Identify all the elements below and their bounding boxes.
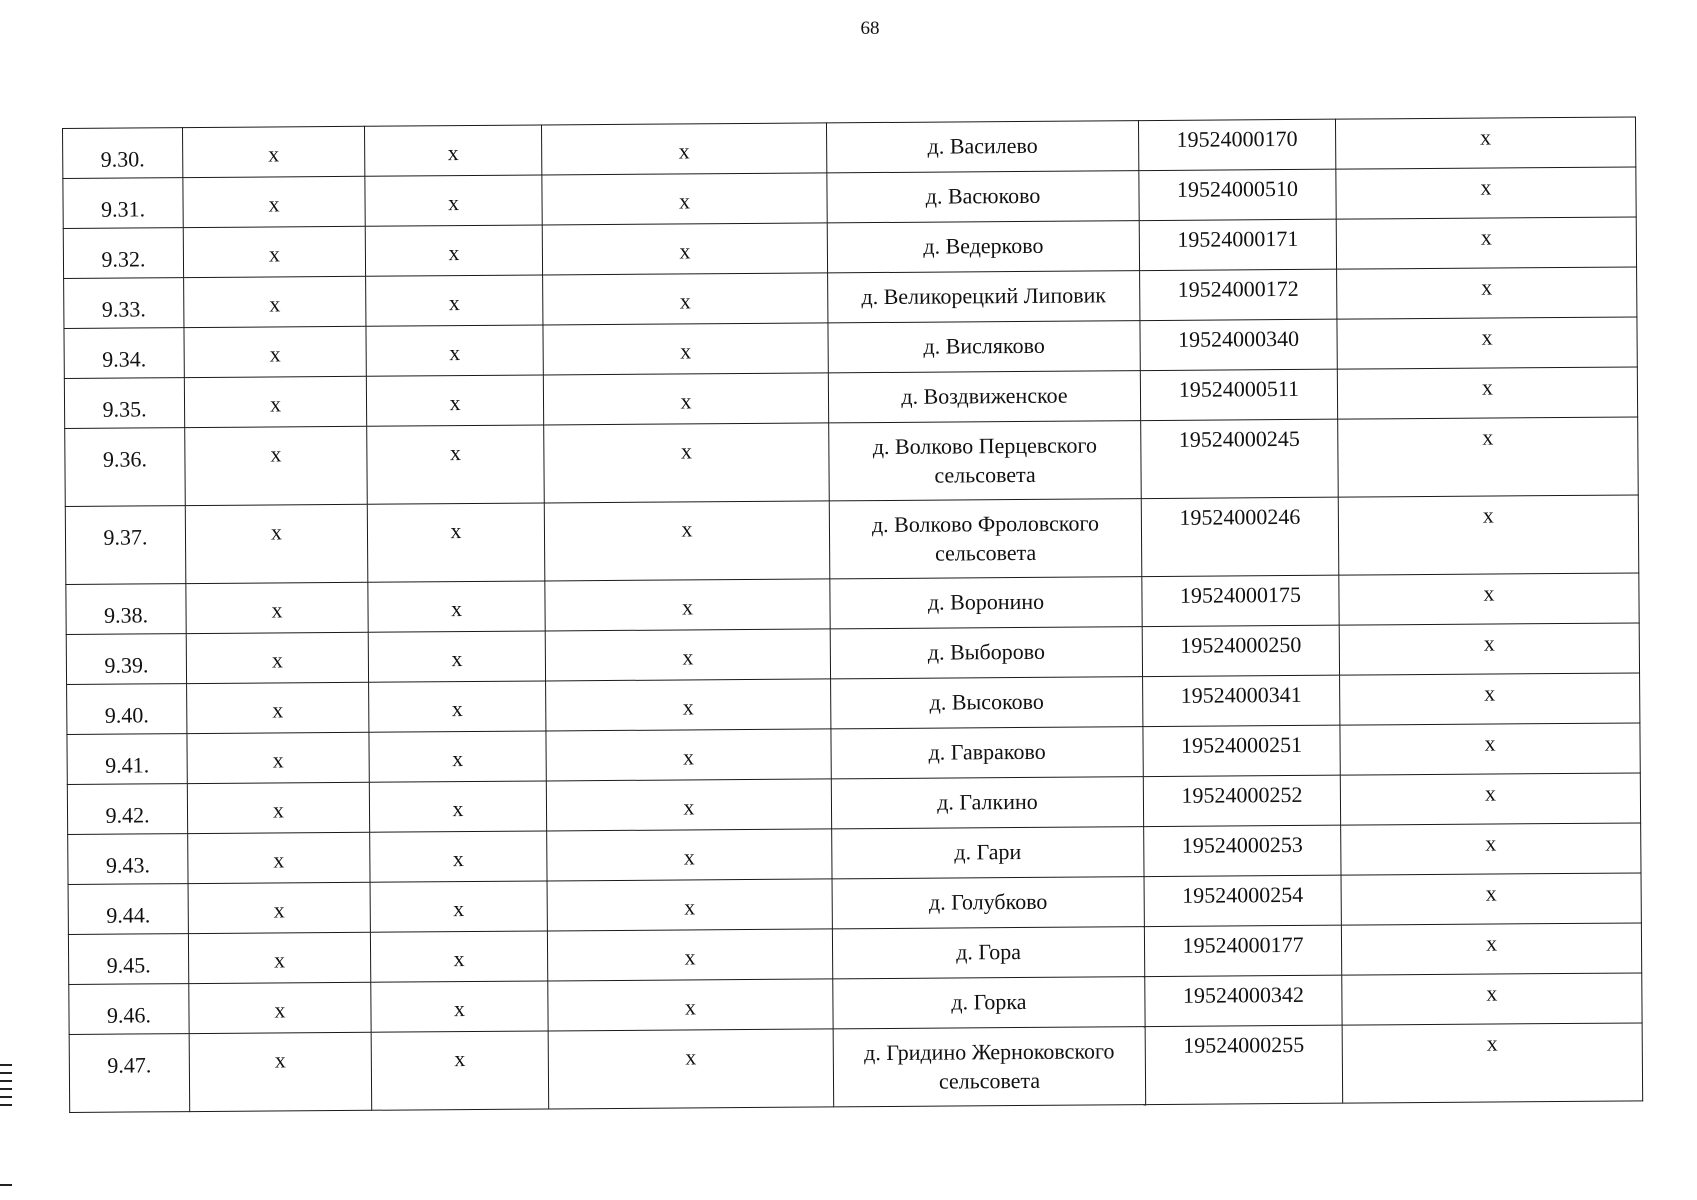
settlement-name: д. Голубково: [832, 877, 1144, 929]
row-number: 9.43.: [68, 834, 188, 885]
cell-x: x: [184, 326, 366, 377]
cell-x: x: [188, 832, 370, 883]
scan-margin-mark: [0, 1064, 12, 1066]
oktmo-code: 19524000340: [1140, 319, 1337, 370]
cell-x: x: [371, 1031, 549, 1110]
cell-x: x: [1338, 417, 1639, 497]
row-number: 9.36.: [65, 428, 186, 507]
cell-x: x: [1339, 623, 1639, 675]
oktmo-code: 19524000171: [1139, 219, 1336, 270]
oktmo-code: 19524000250: [1142, 625, 1339, 676]
cell-x: x: [548, 1029, 834, 1109]
cell-x: x: [1340, 723, 1640, 775]
cell-x: x: [186, 632, 368, 683]
cell-x: x: [1336, 217, 1636, 269]
settlement-name: д. Гари: [832, 827, 1144, 879]
oktmo-code: 19524000254: [1144, 875, 1341, 926]
cell-x: x: [1335, 117, 1635, 169]
cell-x: x: [364, 125, 541, 176]
oktmo-code: 19524000172: [1140, 269, 1337, 320]
table-row: [65, 417, 1639, 507]
table-container: [62, 116, 1643, 1113]
cell-x: x: [369, 681, 546, 732]
oktmo-code: 19524000510: [1139, 169, 1336, 220]
oktmo-code: 19524000511: [1140, 369, 1337, 420]
cell-x: x: [1338, 495, 1639, 575]
settlement-name: д. Великорецкий Липовик: [828, 271, 1140, 323]
cell-x: x: [1337, 367, 1637, 419]
oktmo-code: 19524000245: [1141, 419, 1339, 498]
row-number: 9.46.: [69, 984, 189, 1035]
cell-x: x: [1336, 167, 1636, 219]
settlement-name: д. Воронино: [830, 577, 1142, 629]
row-number: 9.32.: [63, 228, 183, 279]
row-number: 9.31.: [63, 178, 183, 229]
cell-x: x: [546, 729, 831, 781]
cell-x: x: [184, 376, 366, 427]
cell-x: x: [542, 223, 827, 275]
cell-x: x: [1341, 823, 1641, 875]
settlement-name: д. Выборово: [830, 627, 1142, 679]
cell-x: x: [370, 931, 547, 982]
cell-x: x: [369, 731, 546, 782]
cell-x: x: [369, 781, 546, 832]
cell-x: x: [1340, 673, 1640, 725]
settlements-table: [62, 116, 1643, 1113]
oktmo-code: 19524000253: [1144, 825, 1341, 876]
cell-x: x: [188, 932, 370, 983]
settlement-name: д. Ведерково: [827, 221, 1139, 273]
cell-x: x: [546, 779, 831, 831]
cell-x: x: [371, 981, 548, 1032]
oktmo-code: 19524000251: [1143, 725, 1340, 776]
cell-x: x: [368, 581, 545, 632]
scan-margin-mark: [0, 1096, 12, 1098]
settlement-name: д. Горка: [833, 977, 1145, 1029]
row-number: 9.38.: [66, 584, 186, 635]
cell-x: x: [183, 176, 365, 227]
cell-x: x: [365, 225, 542, 276]
cell-x: x: [547, 879, 832, 931]
cell-x: x: [186, 582, 368, 633]
table-row: [65, 495, 1639, 585]
row-number: 9.35.: [64, 378, 184, 429]
cell-x: x: [366, 375, 543, 426]
oktmo-code: 19524000341: [1143, 675, 1340, 726]
oktmo-code: 19524000255: [1145, 1025, 1343, 1104]
cell-x: x: [1337, 267, 1637, 319]
cell-x: x: [184, 276, 366, 327]
settlement-name: д. Волково Перцевского сельсовета: [829, 421, 1142, 501]
cell-x: x: [188, 882, 370, 933]
cell-x: x: [367, 425, 545, 504]
cell-x: x: [185, 504, 368, 583]
cell-x: x: [547, 829, 832, 881]
scan-margin-mark: [0, 1088, 12, 1090]
oktmo-code: 19524000252: [1143, 775, 1340, 826]
settlement-name: д. Гридино Жерноковского сельсовета: [833, 1027, 1146, 1107]
cell-x: x: [544, 501, 830, 581]
cell-x: x: [1341, 923, 1641, 975]
row-number: 9.40.: [67, 684, 187, 735]
cell-x: x: [541, 123, 826, 175]
row-number: 9.44.: [68, 884, 188, 935]
settlement-name: д. Галкино: [831, 777, 1143, 829]
cell-x: x: [1337, 317, 1637, 369]
row-number: 9.41.: [67, 734, 187, 785]
settlement-name: д. Волково Фроловского сельсовета: [829, 499, 1142, 579]
cell-x: x: [543, 323, 828, 375]
row-number: 9.45.: [68, 934, 188, 985]
oktmo-code: 19524000170: [1138, 119, 1335, 170]
row-number: 9.47.: [69, 1034, 190, 1113]
settlement-name: д. Гавраково: [831, 727, 1143, 779]
cell-x: x: [1340, 773, 1640, 825]
cell-x: x: [1342, 973, 1642, 1025]
row-number: 9.34.: [64, 328, 184, 379]
table-row: [69, 1023, 1643, 1113]
cell-x: x: [187, 682, 369, 733]
cell-x: x: [370, 831, 547, 882]
settlement-name: д. Васюково: [827, 171, 1139, 223]
row-number: 9.37.: [65, 506, 186, 585]
page-number: 68: [860, 18, 880, 39]
row-number: 9.30.: [63, 128, 183, 179]
settlement-name: д. Гора: [832, 927, 1144, 979]
cell-x: x: [542, 173, 827, 225]
row-number: 9.42.: [67, 784, 187, 835]
cell-x: x: [365, 175, 542, 226]
cell-x: x: [543, 373, 828, 425]
settlement-name: д. Воздвиженское: [828, 371, 1140, 423]
scan-margin-mark: [0, 1184, 12, 1186]
cell-x: x: [183, 226, 365, 277]
cell-x: x: [189, 982, 371, 1033]
cell-x: x: [1339, 573, 1639, 625]
settlement-name: д. Висляково: [828, 321, 1140, 373]
oktmo-code: 19524000342: [1145, 975, 1342, 1026]
cell-x: x: [548, 979, 833, 1031]
cell-x: x: [367, 503, 545, 582]
cell-x: x: [545, 579, 830, 631]
cell-x: x: [543, 273, 828, 325]
cell-x: x: [546, 679, 831, 731]
cell-x: x: [370, 881, 547, 932]
cell-x: x: [547, 929, 832, 981]
cell-x: x: [368, 631, 545, 682]
cell-x: x: [545, 629, 830, 681]
cell-x: x: [366, 325, 543, 376]
cell-x: x: [544, 423, 830, 503]
scan-margin-mark: [0, 1104, 12, 1106]
cell-x: x: [189, 1032, 372, 1111]
cell-x: x: [183, 126, 365, 177]
scan-margin-mark: [0, 1072, 12, 1074]
row-number: 9.39.: [66, 634, 186, 685]
oktmo-code: 19524000175: [1142, 575, 1339, 626]
oktmo-code: 19524000246: [1141, 497, 1339, 576]
cell-x: x: [1342, 1023, 1643, 1103]
cell-x: x: [187, 782, 369, 833]
cell-x: x: [366, 275, 543, 326]
settlement-name: д. Высоково: [831, 677, 1143, 729]
cell-x: x: [185, 426, 368, 505]
row-number: 9.33.: [64, 278, 184, 329]
scan-margin-mark: [0, 1080, 12, 1082]
oktmo-code: 19524000177: [1144, 925, 1341, 976]
settlement-name: д. Василево: [826, 121, 1138, 173]
cell-x: x: [1341, 873, 1641, 925]
cell-x: x: [187, 732, 369, 783]
